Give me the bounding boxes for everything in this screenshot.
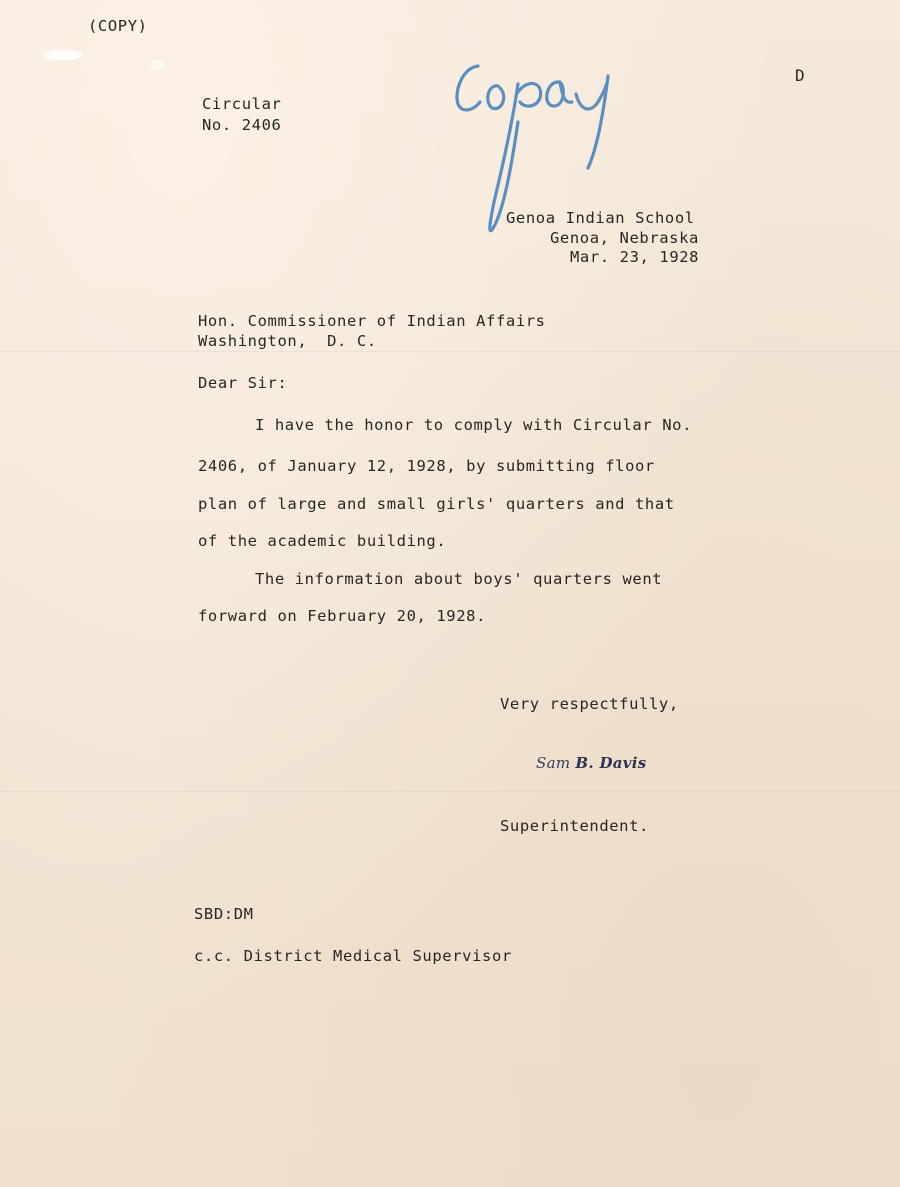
signature-last-name: B. Davis <box>575 754 647 772</box>
reference-initials: SBD:DM <box>194 905 254 923</box>
paper-fold <box>0 790 900 793</box>
circular-label: Circular <box>202 95 282 113</box>
body-paragraph-1-line-2: 2406, of January 12, 1928, by submitting floor <box>198 457 655 475</box>
recipient-address: Washington, D. C. <box>198 332 377 350</box>
signature-stamp <box>536 754 647 772</box>
signature-first-name: Sam <box>536 754 571 772</box>
body-paragraph-1-line-3: plan of large and small girls' quarters and that <box>198 495 675 513</box>
circular-number: No. 2406 <box>202 116 282 134</box>
recipient-name: Hon. Commissioner of Indian Affairs <box>198 312 546 330</box>
letter-date: Mar. 23, 1928 <box>570 248 700 266</box>
paper-fold <box>0 350 900 353</box>
sender-location: Genoa, Nebraska <box>550 229 699 247</box>
body-paragraph-2-line-1: The information about boys' quarters went <box>255 570 663 588</box>
salutation: Dear Sir: <box>198 374 288 392</box>
body-paragraph-2-line-2: forward on February 20, 1928. <box>198 607 487 625</box>
complimentary-close: Very respectfully, <box>500 695 679 713</box>
paper-blemish <box>44 50 82 60</box>
signer-title: Superintendent. <box>500 817 649 835</box>
stamp-text: Copy <box>448 52 451 53</box>
body-paragraph-1-line-1: I have the honor to comply with Circular No. <box>255 416 692 434</box>
copy-mark: (COPY) <box>88 17 148 35</box>
carbon-copy-line: c.c. District Medical Supervisor <box>194 947 512 965</box>
sender-school: Genoa Indian School <box>506 209 695 227</box>
paper-blemish <box>150 60 164 70</box>
body-paragraph-1-line-4: of the academic building. <box>198 532 447 550</box>
corner-mark: D <box>795 66 806 85</box>
